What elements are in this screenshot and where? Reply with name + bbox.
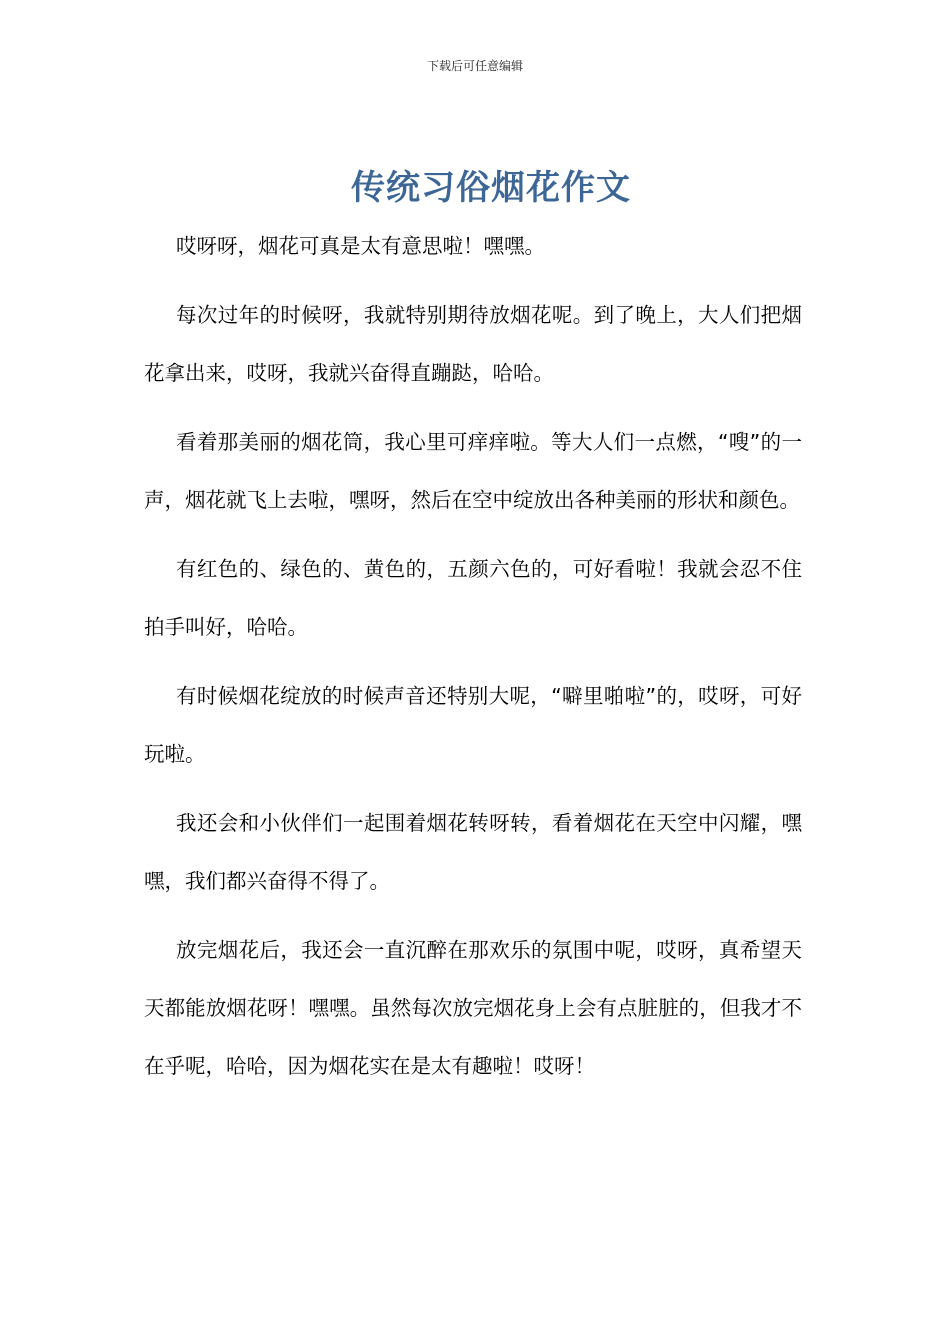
paragraph-3: 看着那美丽的烟花筒，我心里可痒痒啦。等大人们一点燃，“嗖”的一声，烟花就飞上去啦，嘿呀，然后在空中绽放出各种美丽的形状和颜色。 xyxy=(144,430,802,512)
document-title: 传统习俗烟花作文 xyxy=(351,168,631,208)
document-body xyxy=(144,217,802,1106)
paragraph-7: 放完烟花后，我还会一直沉醉在那欢乐的氛围中呢，哎呀，真希望天天都能放烟花呀！嘿嘿。虽然每次放完烟花身上会有点脏脏的，但我才不在乎呢，哈哈，因为烟花实在是太有趣啦！哎呀！ xyxy=(144,938,802,1078)
paragraph-1: 哎呀呀，烟花可真是太有意思啦！嘿嘿。 xyxy=(176,234,545,258)
paragraph-4: 有红色的、绿色的、黄色的，五颜六色的，可好看啦！我就会忍不住拍手叫好，哈哈。 xyxy=(144,557,802,639)
paragraph-2: 每次过年的时候呀，我就特别期待放烟花呢。到了晚上，大人们把烟花拿出来，哎呀，我就兴奋得直蹦跶，哈哈。 xyxy=(144,303,802,385)
header-note: 下载后可任意编辑 xyxy=(426,59,523,73)
paragraph-6: 我还会和小伙伴们一起围着烟花转呀转，看着烟花在天空中闪耀，嘿嘿，我们都兴奋得不得了。 xyxy=(144,811,802,893)
paragraph-5: 有时候烟花绽放的时候声音还特别大呢，“噼里啪啦”的，哎呀，可好玩啦。 xyxy=(144,684,802,766)
